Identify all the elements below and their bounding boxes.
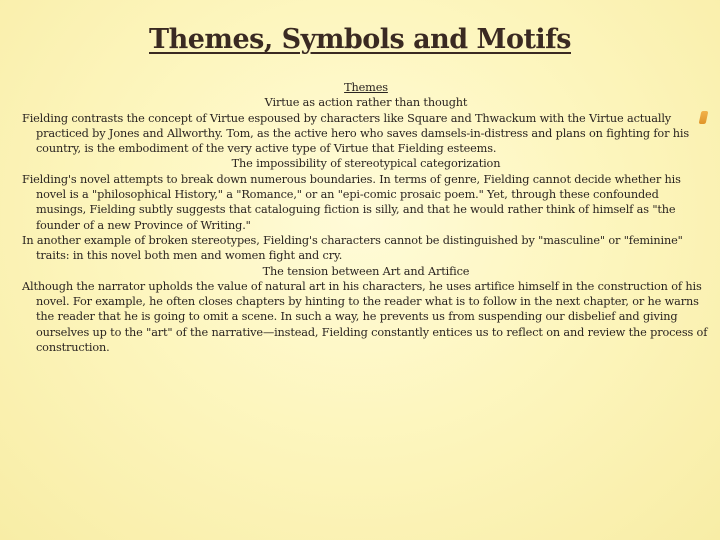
paragraph-stereotypes: In another example of broken stereotypes, Fielding's characters cannot be distinguished by "masculine" or "feminine" traits: in this novel both men and women fight and cry. bbox=[22, 233, 683, 263]
paragraph-art-artifice: Although the narrator upholds the value of natural art in his characters, he uses artifice himself in the construction of his novel. For example, he often closes chapters by hinting to the reader what is to follow in the next chapter, or he warns the reader that he is going to omit a scene. In such a way, he prevents us from suspending our disbelief and giving ourselves up to the "art" of the narrative—instead, Fielding constantly entices us to reflect on and review the process of construction. bbox=[22, 279, 708, 355]
slide-title: Themes, Symbols and Motifs bbox=[149, 24, 571, 55]
section-heading-virtue: Virtue as action rather than thought bbox=[264, 96, 468, 110]
section-heading-categorization: The impossibility of stereotypical categorization bbox=[231, 157, 501, 171]
section-heading-art-artifice: The tension between Art and Artifice bbox=[262, 264, 470, 278]
paragraph-virtue: Fielding contrasts the concept of Virtue espoused by characters like Square and Thwackum with the Virtue actually practiced by Jones and Allworthy. Tom, as the active hero who saves damsels-in-distress and plans on fighting for his country, is the embodiment of the very active type of Virtue that Fielding esteems. bbox=[22, 111, 690, 156]
slide-body bbox=[22, 80, 710, 355]
section-heading-themes: Themes bbox=[344, 81, 388, 94]
paragraph-categorization: Fielding's novel attempts to break down numerous boundaries. In terms of genre, Fielding cannot decide whether his novel is a "philosophical History," a "Romance," or an "epi-comic prosaic poem." Yet, through these confounded musings, Fielding subtly suggests that cataloguing fiction is silly, and that he would rather think of himself as "the founder of a new Province of Writing." bbox=[22, 172, 681, 232]
